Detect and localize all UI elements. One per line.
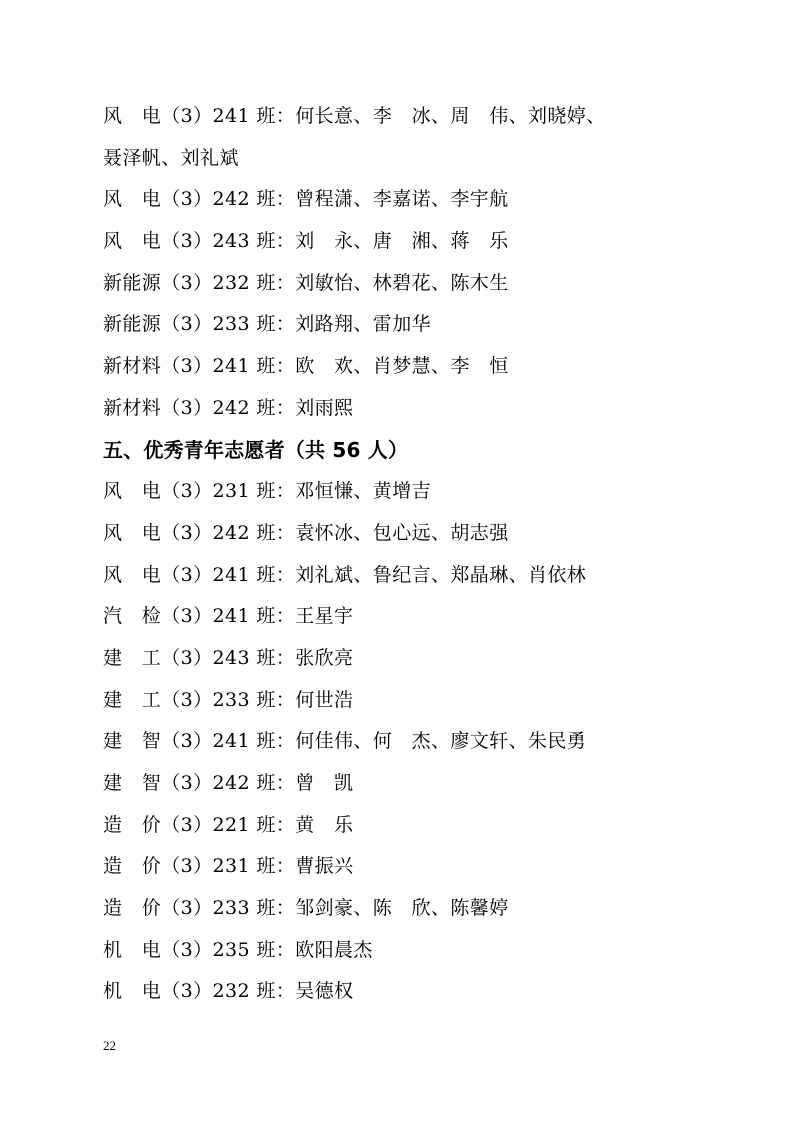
page-number: 22 [103, 1038, 116, 1053]
award-list-line: 汽 检（3）241 班：王星宇 [103, 605, 354, 628]
award-list-line: 造 价（3）221 班：黄 乐 [103, 813, 354, 836]
award-list-line: 新能源（3）232 班：刘敏怡、林碧花、陈木生 [103, 271, 509, 294]
award-list-line: 风 电（3）231 班：邓恒慊、黄增吉 [103, 480, 431, 503]
award-list-line: 风 电（3）241 班：何长意、李 冰、周 伟、刘晓婷、 [103, 105, 606, 127]
award-list-line: 造 价（3）233 班：邹剑豪、陈 欣、陈馨婷 [103, 897, 509, 920]
award-list-line: 造 价（3）231 班：曹振兴 [103, 855, 354, 878]
award-list-line: 聂泽帆、刘礼斌 [103, 146, 239, 169]
award-list-line: 风 电（3）241 班：刘礼斌、鲁纪言、郑晶琳、肖依林 [103, 563, 587, 586]
award-list-line: 风 电（3）243 班：刘 永、唐 湘、蒋 乐 [103, 230, 509, 253]
award-list-line: 建 工（3）243 班：张欣亮 [103, 646, 354, 669]
award-list-line: 风 电（3）242 班：曾程潇、李嘉诺、李宇航 [103, 188, 509, 211]
award-list-line: 机 电（3）232 班：吴德权 [103, 980, 354, 1003]
award-list-line: 风 电（3）242 班：袁怀冰、包心远、胡志强 [103, 521, 509, 544]
award-list-line: 建 工（3）233 班：何世浩 [103, 688, 354, 711]
award-list-line: 机 电（3）235 班：欧阳晨杰 [103, 938, 373, 961]
award-list-line: 新材料（3）242 班：刘雨熙 [103, 396, 354, 419]
award-list-line: 建 智（3）241 班：何佳伟、何 杰、廖文轩、朱民勇 [103, 730, 587, 753]
award-list-line: 建 智（3）242 班：曾 凯 [103, 772, 354, 794]
document-body [103, 96, 703, 1013]
section-heading: 五、优秀青年志愿者（共 56 人） [103, 437, 409, 462]
award-list-line: 新材料（3）241 班：欧 欢、肖梦慧、李 恒 [103, 355, 509, 378]
award-list-line: 新能源（3）233 班：刘路翔、雷加华 [103, 313, 431, 336]
